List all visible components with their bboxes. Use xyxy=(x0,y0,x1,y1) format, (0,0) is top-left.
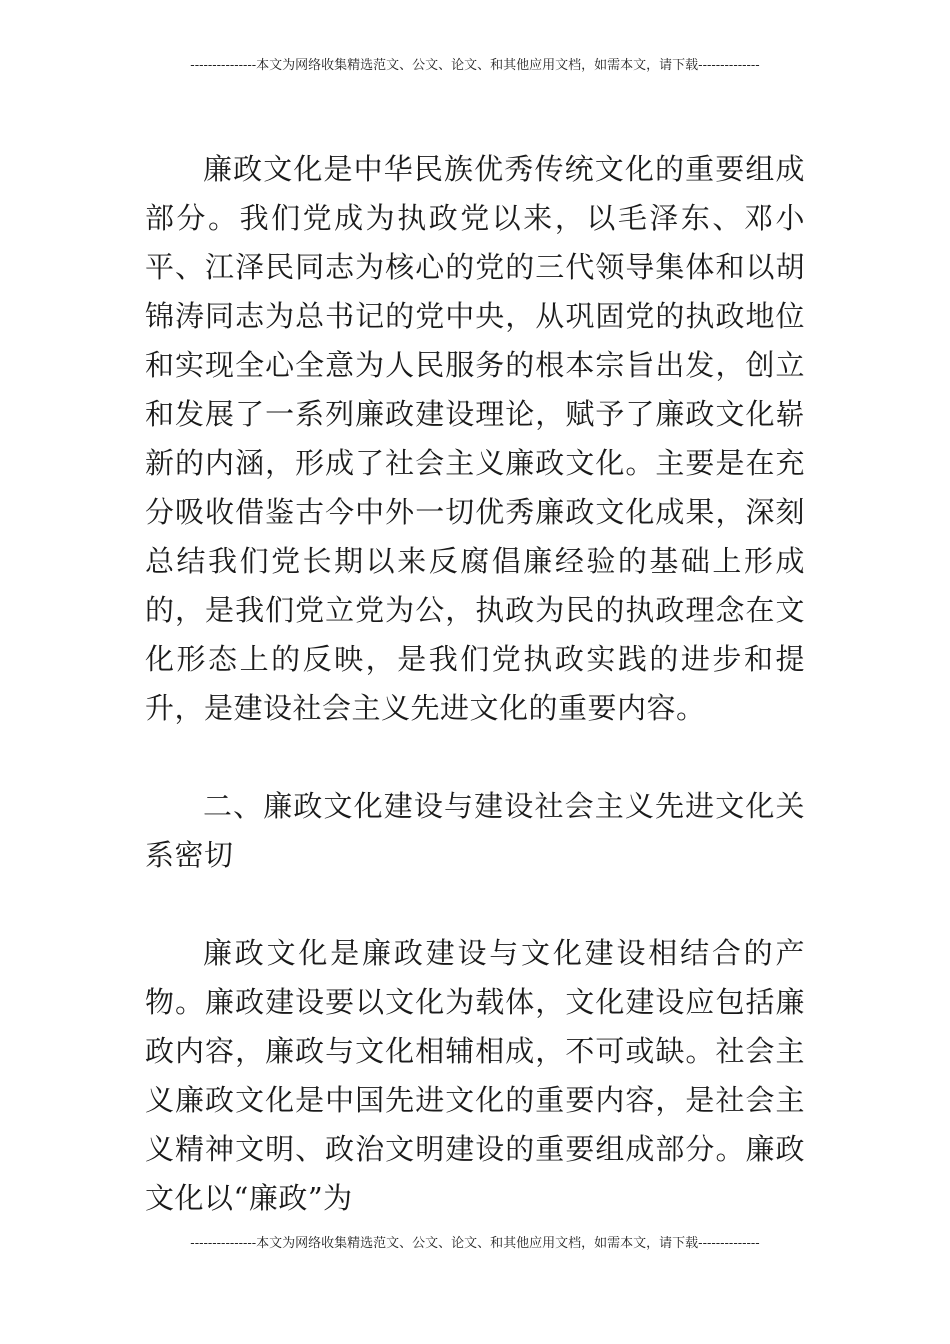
document-body xyxy=(145,145,805,1223)
body-paragraph: 廉政文化是廉政建设与文化建设相结合的产物。廉政建设要以文化为载体，文化建设应包括廉政内容，廉政与文化相辅相成，不可或缺。社会主义廉政文化是中国先进文化的重要内容，是社会主义精神文明、政治文明建设的重要组成部分。廉政文化以“廉政”为 xyxy=(145,936,805,1215)
section-heading: 二、廉政文化建设与建设社会主义先进文化关系密切 xyxy=(145,789,805,872)
page-footer-note: ---------------本文为网络收集精选范文、公文、论文、和其他应用文档，如需本文，请下载-------------- xyxy=(190,1236,760,1251)
page-header-note: ---------------本文为网络收集精选范文、公文、论文、和其他应用文档，如需本文，请下载-------------- xyxy=(190,58,760,73)
body-paragraph: 廉政文化是中华民族优秀传统文化的重要组成部分。我们党成为执政党以来，以毛泽东、邓小平、江泽民同志为核心的党的三代领导集体和以胡锦涛同志为总书记的党中央，从巩固党的执政地位和实现全心全意为人民服务的根本宗旨出发，创立和发展了一系列廉政建设理论，赋予了廉政文化崭新的内涵，形成了社会主义廉政文化。主要是在充分吸收借鉴古今中外一切优秀廉政文化成果，深刻总结我们党长期以来反腐倡廉经验的基础上形成的，是我们党立党为公，执政为民的执政理念在文化形态上的反映，是我们党执政实践的进步和提升，是建设社会主义先进文化的重要内容。 xyxy=(145,152,805,725)
